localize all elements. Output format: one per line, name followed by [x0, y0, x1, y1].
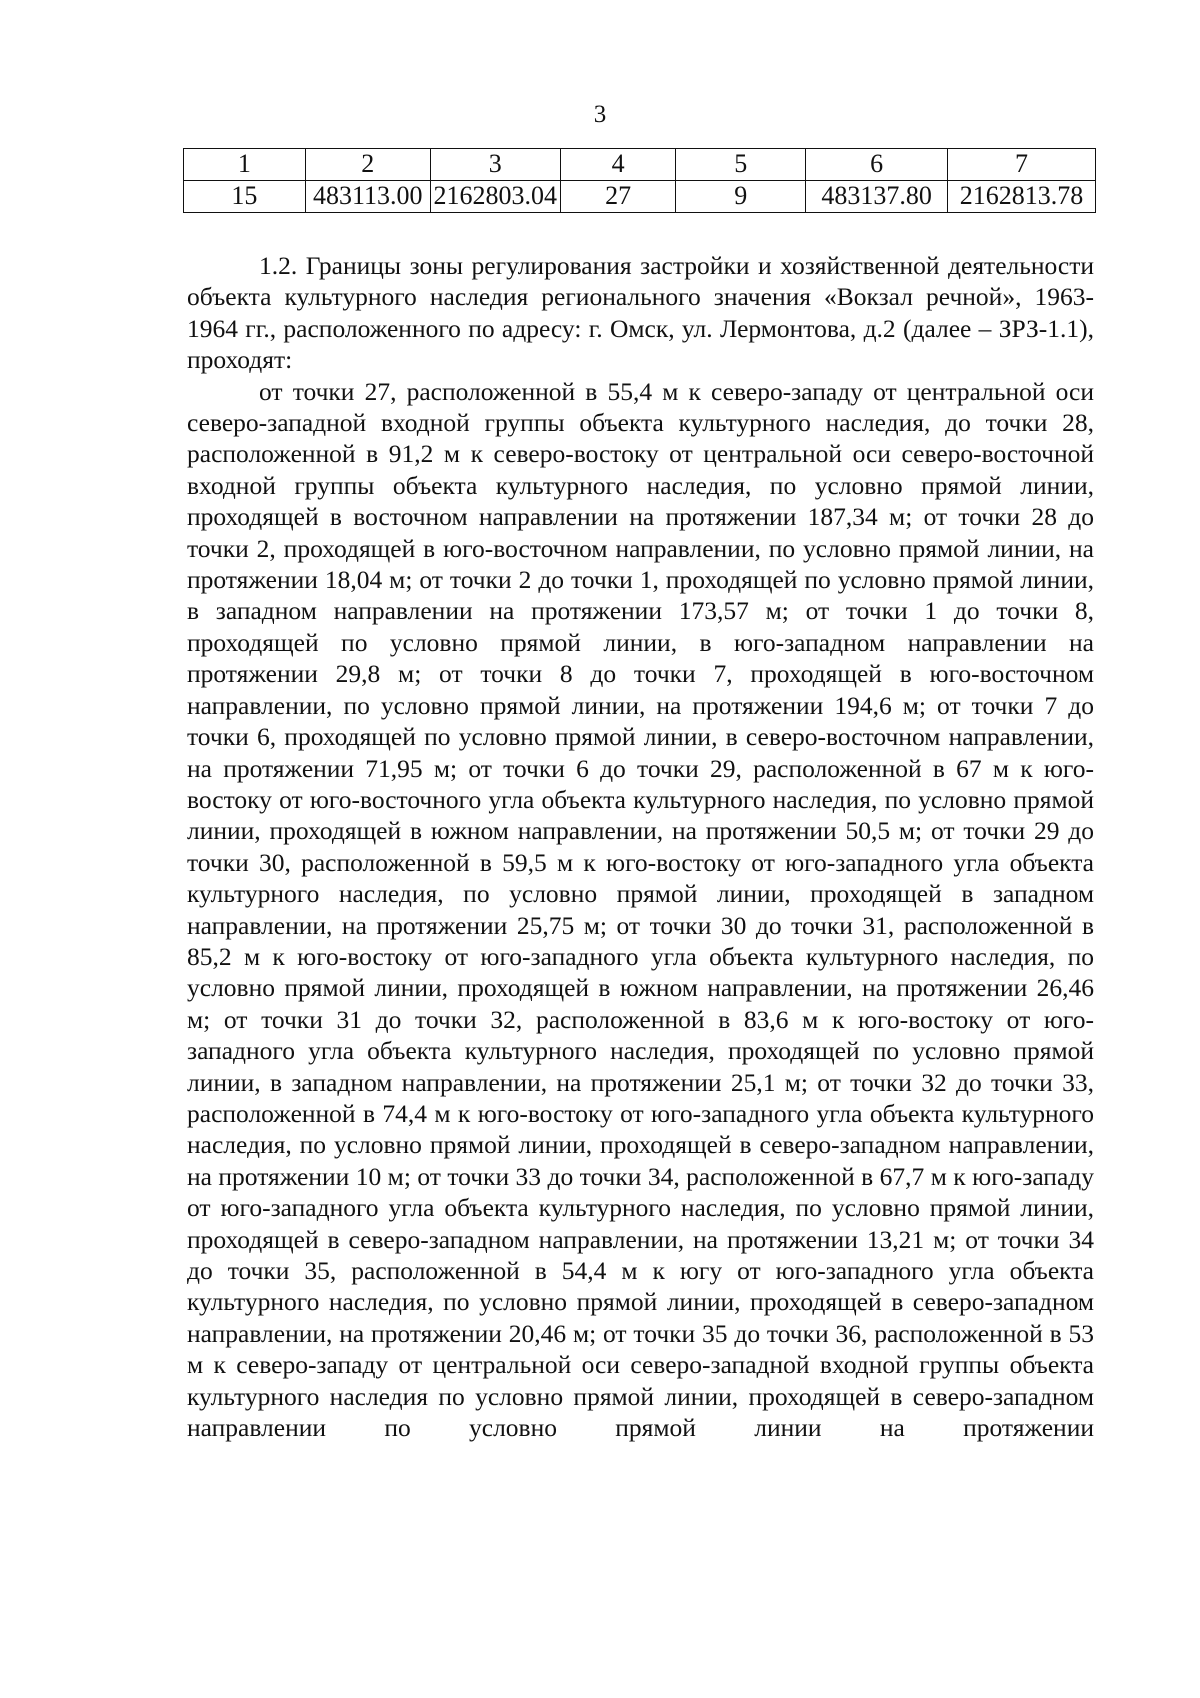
- table-header-cell: 1: [184, 149, 306, 181]
- table-cell: 483137.80: [806, 181, 948, 213]
- table-header-cell: 3: [430, 149, 560, 181]
- table-cell: 483113.00: [305, 181, 430, 213]
- page-number: 3: [593, 101, 607, 128]
- table-header-cell: 2: [305, 149, 430, 181]
- document-body: [187, 250, 1094, 1443]
- boundary-description-paragraph: от точки 27, расположенной в 55,4 м к северо-западу от центральной оси северо-западной входной группы объекта культурного наследия, до точки 28, расположенной в 91,2 м к северо-востоку от центральной оси северо-восточной входной группы объекта культурного наследия, по условно прямой линии, проходящей в восточном направлении на протяжении 187,34 м; от точки 28 до точки 2, проходящей в юго-восточном направлении, по условно прямой линии, на протяжении 18,04 м; от точки 2 до точки 1, проходящей по условно прямой линии, в западном направлении на протяжении 173,57 м; от точки 1 до точки 8, проходящей по условно прямой линии, в юго-западном направлении на протяжении 29,8 м; от точки 8 до точки 7, проходящей в юго-восточном направлении, по условно прямой линии, на протяжении 194,6 м; от точки 7 до точки 6, проходящей по условно прямой линии, в северо-восточном направлении, на протяжении 71,95 м; от точки 6 до точки 29, расположенной в 67 м к юго-востоку от юго-восточного угла объекта культурного наследия, по условно прямой линии, проходящей в южном направлении, на протяжении 50,5 м; от точки 29 до точки 30, расположенной в 59,5 м к юго-востоку от юго-западного угла объекта культурного наследия, по условно прямой линии, проходящей в западном направлении, на протяжении 25,75 м; от точки 30 до точки 31, расположенной в 85,2 м к юго-востоку от юго-западного угла объекта культурного наследия, по условно прямой линии, проходящей в южном направлении, на протяжении 26,46 м; от точки 31 до точки 32, расположенной в 83,6 м к юго-востоку от юго-западного угла объекта культурного наследия, проходящей по условно прямой линии, в западном направлении, на протяжении 25,1 м; от точки 32 до точки 33, расположенной в 74,4 м к юго-востоку от юго-западного угла объекта культурного наследия, по условно прямой линии, проходящей в северо-западном направлении, на протяжении 10 м; от точки 33 до точки 34, расположенной в 67,7 м к юго-западу от юго-западного угла объекта культурного наследия, по условно прямой линии, проходящей в северо-западном направлении, на протяжении 13,21 м; от точки 34 до точки 35, расположенной в 54,4 м к югу от юго-западного угла объекта культурного наследия, по условно прямой линии, проходящей в северо-западном направлении, на протяжении 20,46 м; от точки 35 до точки 36, расположенной в 53 м к северо-западу от центральной оси северо-западной входной группы объекта культурного наследия по условно прямой линии, проходящей в северо-западном направлении по условно прямой линии на протяжении: [187, 376, 1094, 1443]
- table-row: [184, 181, 1096, 213]
- table-header-cell: 4: [560, 149, 676, 181]
- table-cell: 15: [184, 181, 306, 213]
- table-header-cell: 5: [676, 149, 806, 181]
- table-header-cell: 7: [948, 149, 1096, 181]
- table-cell: 2162813.78: [948, 181, 1096, 213]
- coordinates-table: [183, 148, 1096, 213]
- table-cell: 27: [560, 181, 676, 213]
- table-header-row: [184, 149, 1096, 181]
- table-cell: 2162803.04: [430, 181, 560, 213]
- table-cell: 9: [676, 181, 806, 213]
- section-heading-paragraph: 1.2. Границы зоны регулирования застройки и хозяйственной деятельности объекта культурного наследия регионального значения «Вокзал речной», 1963-1964 гг., расположенного по адресу: г. Омск, ул. Лермонтова, д.2 (далее – ЗРЗ-1.1), проходят:: [187, 251, 1094, 375]
- table-header-cell: 6: [806, 149, 948, 181]
